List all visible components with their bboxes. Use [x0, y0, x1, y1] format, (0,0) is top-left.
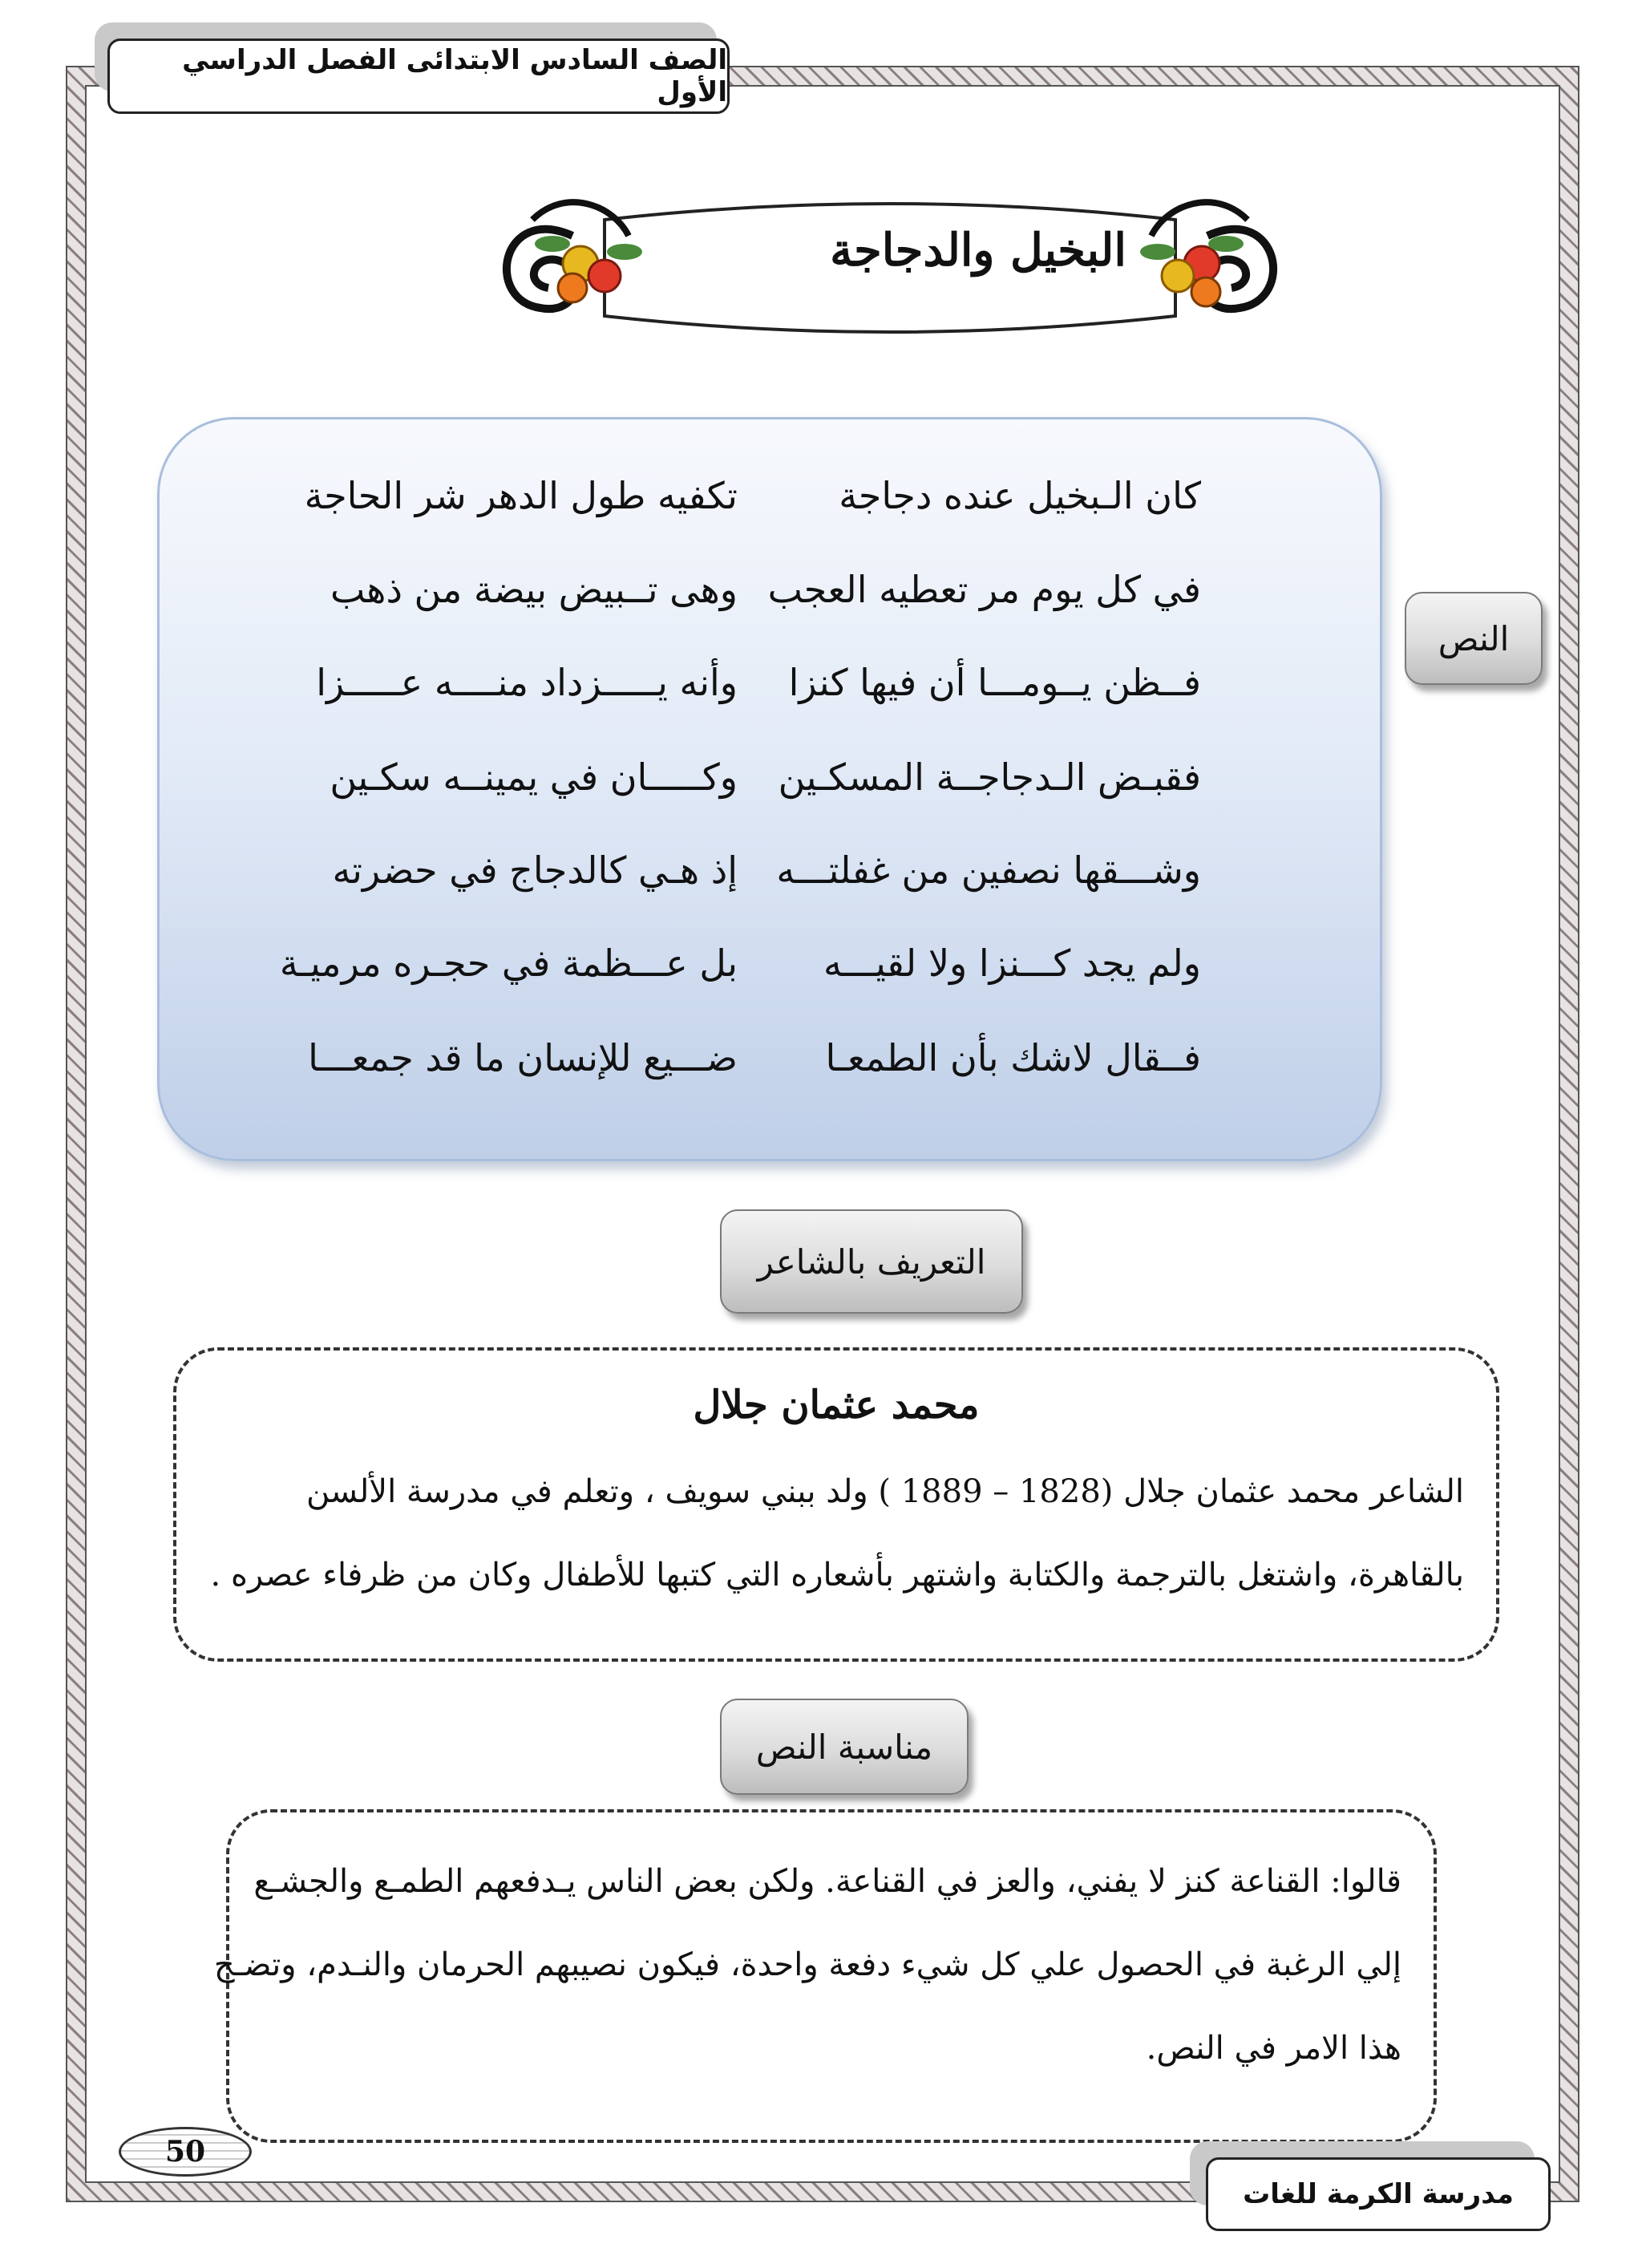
verse-3-right: فــظن يــومـــا أن فيها كنزا: [788, 661, 1201, 704]
section-label-poet: التعريف بالشاعر: [720, 1209, 1023, 1314]
verse-6-right: ولم يجد كـــنزا ولا لقيـــه: [823, 942, 1201, 985]
verse-4-right: فقبـض الـدجاجــة المسكـين: [778, 755, 1201, 799]
occasion-line-1: قالوا: القناعة كنز لا يفني، والعز في القناعة. ولكن بعض الناس يـدفعهم الطمـع والجشـع: [253, 1863, 1401, 1900]
verse-4-left: وكـــــان في يمينــه سكـين: [330, 755, 738, 799]
verse-3-left: وأنه يـــــزداد منــــه عـــــزا: [316, 661, 738, 704]
poet-bio-line-2: بالقاهرة، واشتغل بالترجمة والكتابة واشتهر بأشعاره التي كتبها للأطفال وكان من ظرفاء عصره .: [210, 1557, 1464, 1594]
section-label-occasion: مناسبة النص: [720, 1699, 969, 1795]
poet-name: محمد عثمان جلال: [693, 1383, 980, 1428]
verse-5-left: إذ هـي كالدجاج في حضرته: [332, 848, 738, 892]
occasion-line-3: هذا الامر في النص.: [1146, 2030, 1401, 2067]
header-grade-label: الصف السادس الابتدائى الفصل الدراسي الأول: [107, 38, 730, 114]
verse-7-left: ضـــيع للإنسان ما قد جمعـــا: [308, 1036, 738, 1079]
lesson-title: البخيل والدجاجة: [830, 224, 1126, 277]
verse-6-left: بل عـــظمة في حجـره مرميـة: [279, 942, 738, 985]
page-number: 50: [119, 2127, 252, 2177]
verse-7-right: فــقال لاشك بأن الطمعـا: [825, 1036, 1201, 1079]
verse-2-left: وهى تــبيض بيضة من ذهب: [330, 568, 738, 611]
verse-1-left: تكفيه طول الدهر شر الحاجة: [304, 474, 738, 517]
section-label-text: النص: [1405, 592, 1543, 685]
poet-bio-line-1: الشاعر محمد عثمان جلال (1828 – 1889 ) ولد ببني سويف ، وتعلم في مدرسة الألسن: [305, 1473, 1464, 1510]
verse-2-right: في كل يوم مر تعطيه العجب: [767, 568, 1201, 611]
verse-5-right: وشـــقها نصفين من غفلتـــه: [776, 848, 1201, 892]
occasion-line-2: إلي الرغبة في الحصول علي كل شيء دفعة واحدة، فيكون نصيبهم الحرمان والنـدم، وتضـح: [213, 1946, 1401, 1983]
school-name: مدرسة الكرمة للغات: [1206, 2157, 1551, 2231]
verse-1-right: كان الـبخيل عنده دجاجة: [839, 474, 1201, 517]
